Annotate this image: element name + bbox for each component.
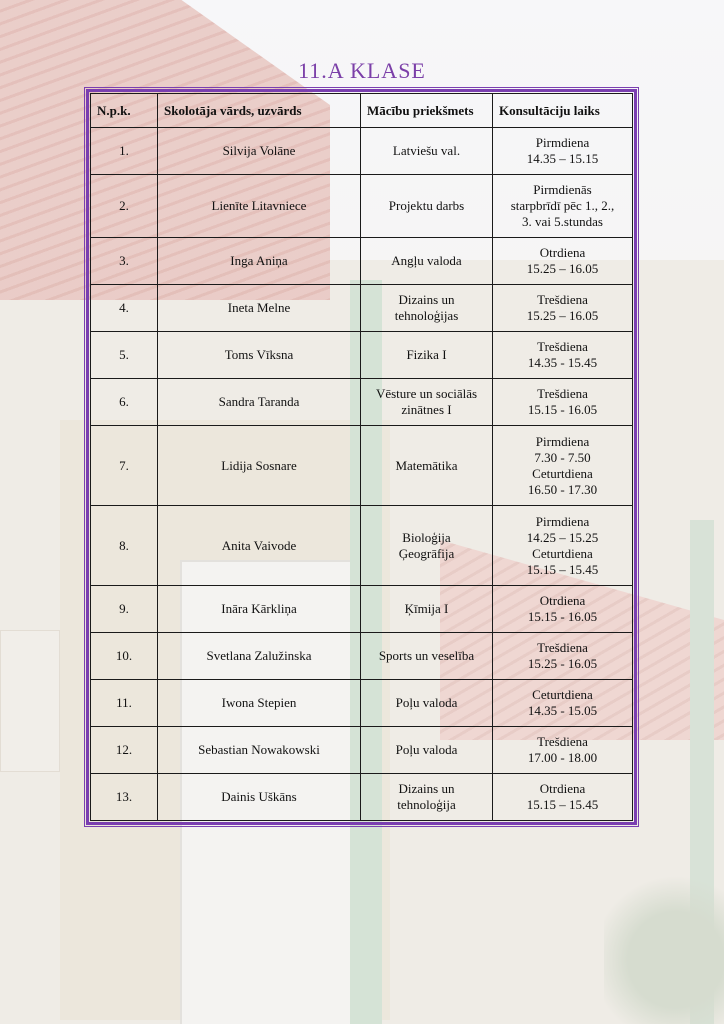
time-line: Ceturtdiena	[532, 545, 593, 561]
consultation-time-cell	[493, 727, 633, 774]
table-row	[91, 332, 633, 379]
row-number: 10.	[91, 633, 158, 680]
teacher-name: Dainis Uškāns	[158, 774, 361, 821]
subject-cell	[361, 633, 493, 680]
table-row	[91, 238, 633, 285]
teacher-name: Silvija Volāne	[158, 128, 361, 175]
subject-line: Poļu valoda	[395, 695, 458, 710]
time-line: 15.25 - 16.05	[527, 656, 598, 671]
teacher-name: Sandra Taranda	[158, 379, 361, 426]
row-number: 6.	[91, 379, 158, 426]
time-line: 14.35 - 15.05	[527, 703, 598, 718]
page-title: 11.A KLASE	[298, 58, 426, 83]
time-line: Pirmdienās	[533, 182, 592, 197]
subject-line: Vēsture un sociālās	[375, 386, 478, 401]
row-number: 2.	[91, 175, 158, 238]
time-line: 7.30 - 7.50	[534, 449, 591, 465]
row-number: 13.	[91, 774, 158, 821]
table-header-row	[91, 94, 633, 128]
subject-line: tehnoloģija	[397, 797, 456, 812]
teacher-name: Ināra Kārkliņa	[158, 586, 361, 633]
time-line: Trešdiena	[537, 386, 588, 401]
subject-line: tehnoloģijas	[394, 308, 459, 323]
time-line: Pirmdiena	[535, 513, 590, 529]
time-line: 14.35 - 15.45	[527, 355, 598, 370]
time-line: 3. vai 5.stundas	[522, 214, 603, 229]
teacher-name: Lidija Sosnare	[158, 426, 361, 506]
subject-cell	[361, 332, 493, 379]
row-number: 5.	[91, 332, 158, 379]
subject-line: Fizika I	[406, 347, 447, 362]
subject-line: Ģeogrāfija	[398, 545, 455, 561]
subject-cell	[361, 175, 493, 238]
consultation-time-cell	[493, 586, 633, 633]
time-line: Pirmdiena	[535, 135, 590, 150]
time-line: Otrdiena	[539, 781, 586, 796]
teacher-name: Sebastian Nowakowski	[158, 727, 361, 774]
teacher-name: Anita Vaivode	[158, 506, 361, 586]
table-row	[91, 727, 633, 774]
table-row	[91, 586, 633, 633]
subject-cell	[361, 680, 493, 727]
row-number: 9.	[91, 586, 158, 633]
row-number: 1.	[91, 128, 158, 175]
row-number: 3.	[91, 238, 158, 285]
table-row	[91, 506, 633, 586]
teacher-name: Ineta Melne	[158, 285, 361, 332]
time-line: Trešdiena	[537, 640, 588, 655]
subject-cell	[361, 238, 493, 285]
subject-cell	[361, 285, 493, 332]
teacher-name: Lienīte Litavniece	[158, 175, 361, 238]
time-line: 15.15 - 16.05	[527, 609, 598, 624]
schedule-table	[90, 93, 633, 821]
subject-line: Dizains un	[398, 781, 455, 796]
time-line: 15.25 – 16.05	[526, 261, 599, 276]
table-row	[91, 128, 633, 175]
header-teacher: Skolotāja vārds, uzvārds	[158, 94, 361, 128]
table-body	[91, 128, 633, 821]
consultation-time-cell	[493, 128, 633, 175]
time-line: Trešdiena	[537, 292, 588, 307]
subject-line: Poļu valoda	[395, 742, 458, 757]
table-row	[91, 633, 633, 680]
time-line: 15.15 – 15.45	[526, 561, 599, 577]
teacher-name: Toms Vīksna	[158, 332, 361, 379]
consultation-time-cell	[493, 332, 633, 379]
table-row	[91, 680, 633, 727]
schedule-table-frame	[86, 89, 637, 825]
row-number: 12.	[91, 727, 158, 774]
table-row	[91, 175, 633, 238]
time-line: 17.00 - 18.00	[527, 750, 598, 765]
subject-line: Projektu darbs	[388, 198, 465, 213]
consultation-time-cell	[493, 774, 633, 821]
consultation-time-cell	[493, 680, 633, 727]
row-number: 7.	[91, 426, 158, 506]
subject-cell	[361, 586, 493, 633]
time-line: Pirmdiena	[535, 433, 590, 449]
subject-line: Angļu valoda	[391, 253, 462, 268]
row-number: 4.	[91, 285, 158, 332]
header-time: Konsultāciju laiks	[493, 94, 633, 128]
header-subject: Mācību priekšmets	[361, 94, 493, 128]
subject-line: Bioloģija	[402, 529, 451, 545]
teacher-name: Svetlana Zalužinska	[158, 633, 361, 680]
time-line: Ceturtdiena	[532, 465, 593, 481]
teacher-name: Iwona Stepien	[158, 680, 361, 727]
time-line: 14.35 – 15.15	[526, 151, 599, 166]
subject-line: Sports un veselība	[378, 648, 475, 663]
time-line: 16.50 - 17.30	[527, 481, 598, 497]
time-line: Ceturtdiena	[532, 687, 593, 702]
time-line: Trešdiena	[537, 339, 588, 354]
subject-cell	[361, 506, 493, 586]
consultation-time-cell	[493, 238, 633, 285]
table-row	[91, 379, 633, 426]
subject-line: Matemātika	[395, 457, 458, 473]
consultation-time-cell	[493, 175, 633, 238]
subject-cell	[361, 426, 493, 506]
subject-line: zinātnes I	[401, 402, 452, 417]
consultation-time-cell	[493, 633, 633, 680]
time-line: starpbrīdī pēc 1., 2.,	[510, 198, 615, 213]
consultation-time-cell	[493, 379, 633, 426]
subject-cell	[361, 128, 493, 175]
time-line: Otrdiena	[539, 245, 586, 260]
subject-cell	[361, 727, 493, 774]
subject-line: Latviešu val.	[392, 143, 461, 158]
subject-line: Dizains un	[398, 292, 455, 307]
time-line: Otrdiena	[539, 593, 586, 608]
table-row	[91, 285, 633, 332]
header-npk: N.p.k.	[91, 94, 158, 128]
time-line: Trešdiena	[537, 734, 588, 749]
table-row	[91, 774, 633, 821]
consultation-time-cell	[493, 426, 633, 506]
time-line: 15.15 - 16.05	[527, 402, 598, 417]
time-line: 15.25 – 16.05	[526, 308, 599, 323]
time-line: 15.15 – 15.45	[526, 797, 599, 812]
subject-line: Ķīmija I	[404, 601, 449, 616]
time-line: 14.25 – 15.25	[526, 529, 599, 545]
row-number: 11.	[91, 680, 158, 727]
consultation-time-cell	[493, 506, 633, 586]
row-number: 8.	[91, 506, 158, 586]
teacher-name: Inga Aniņa	[158, 238, 361, 285]
consultation-time-cell	[493, 285, 633, 332]
subject-cell	[361, 774, 493, 821]
table-row	[91, 426, 633, 506]
subject-cell	[361, 379, 493, 426]
